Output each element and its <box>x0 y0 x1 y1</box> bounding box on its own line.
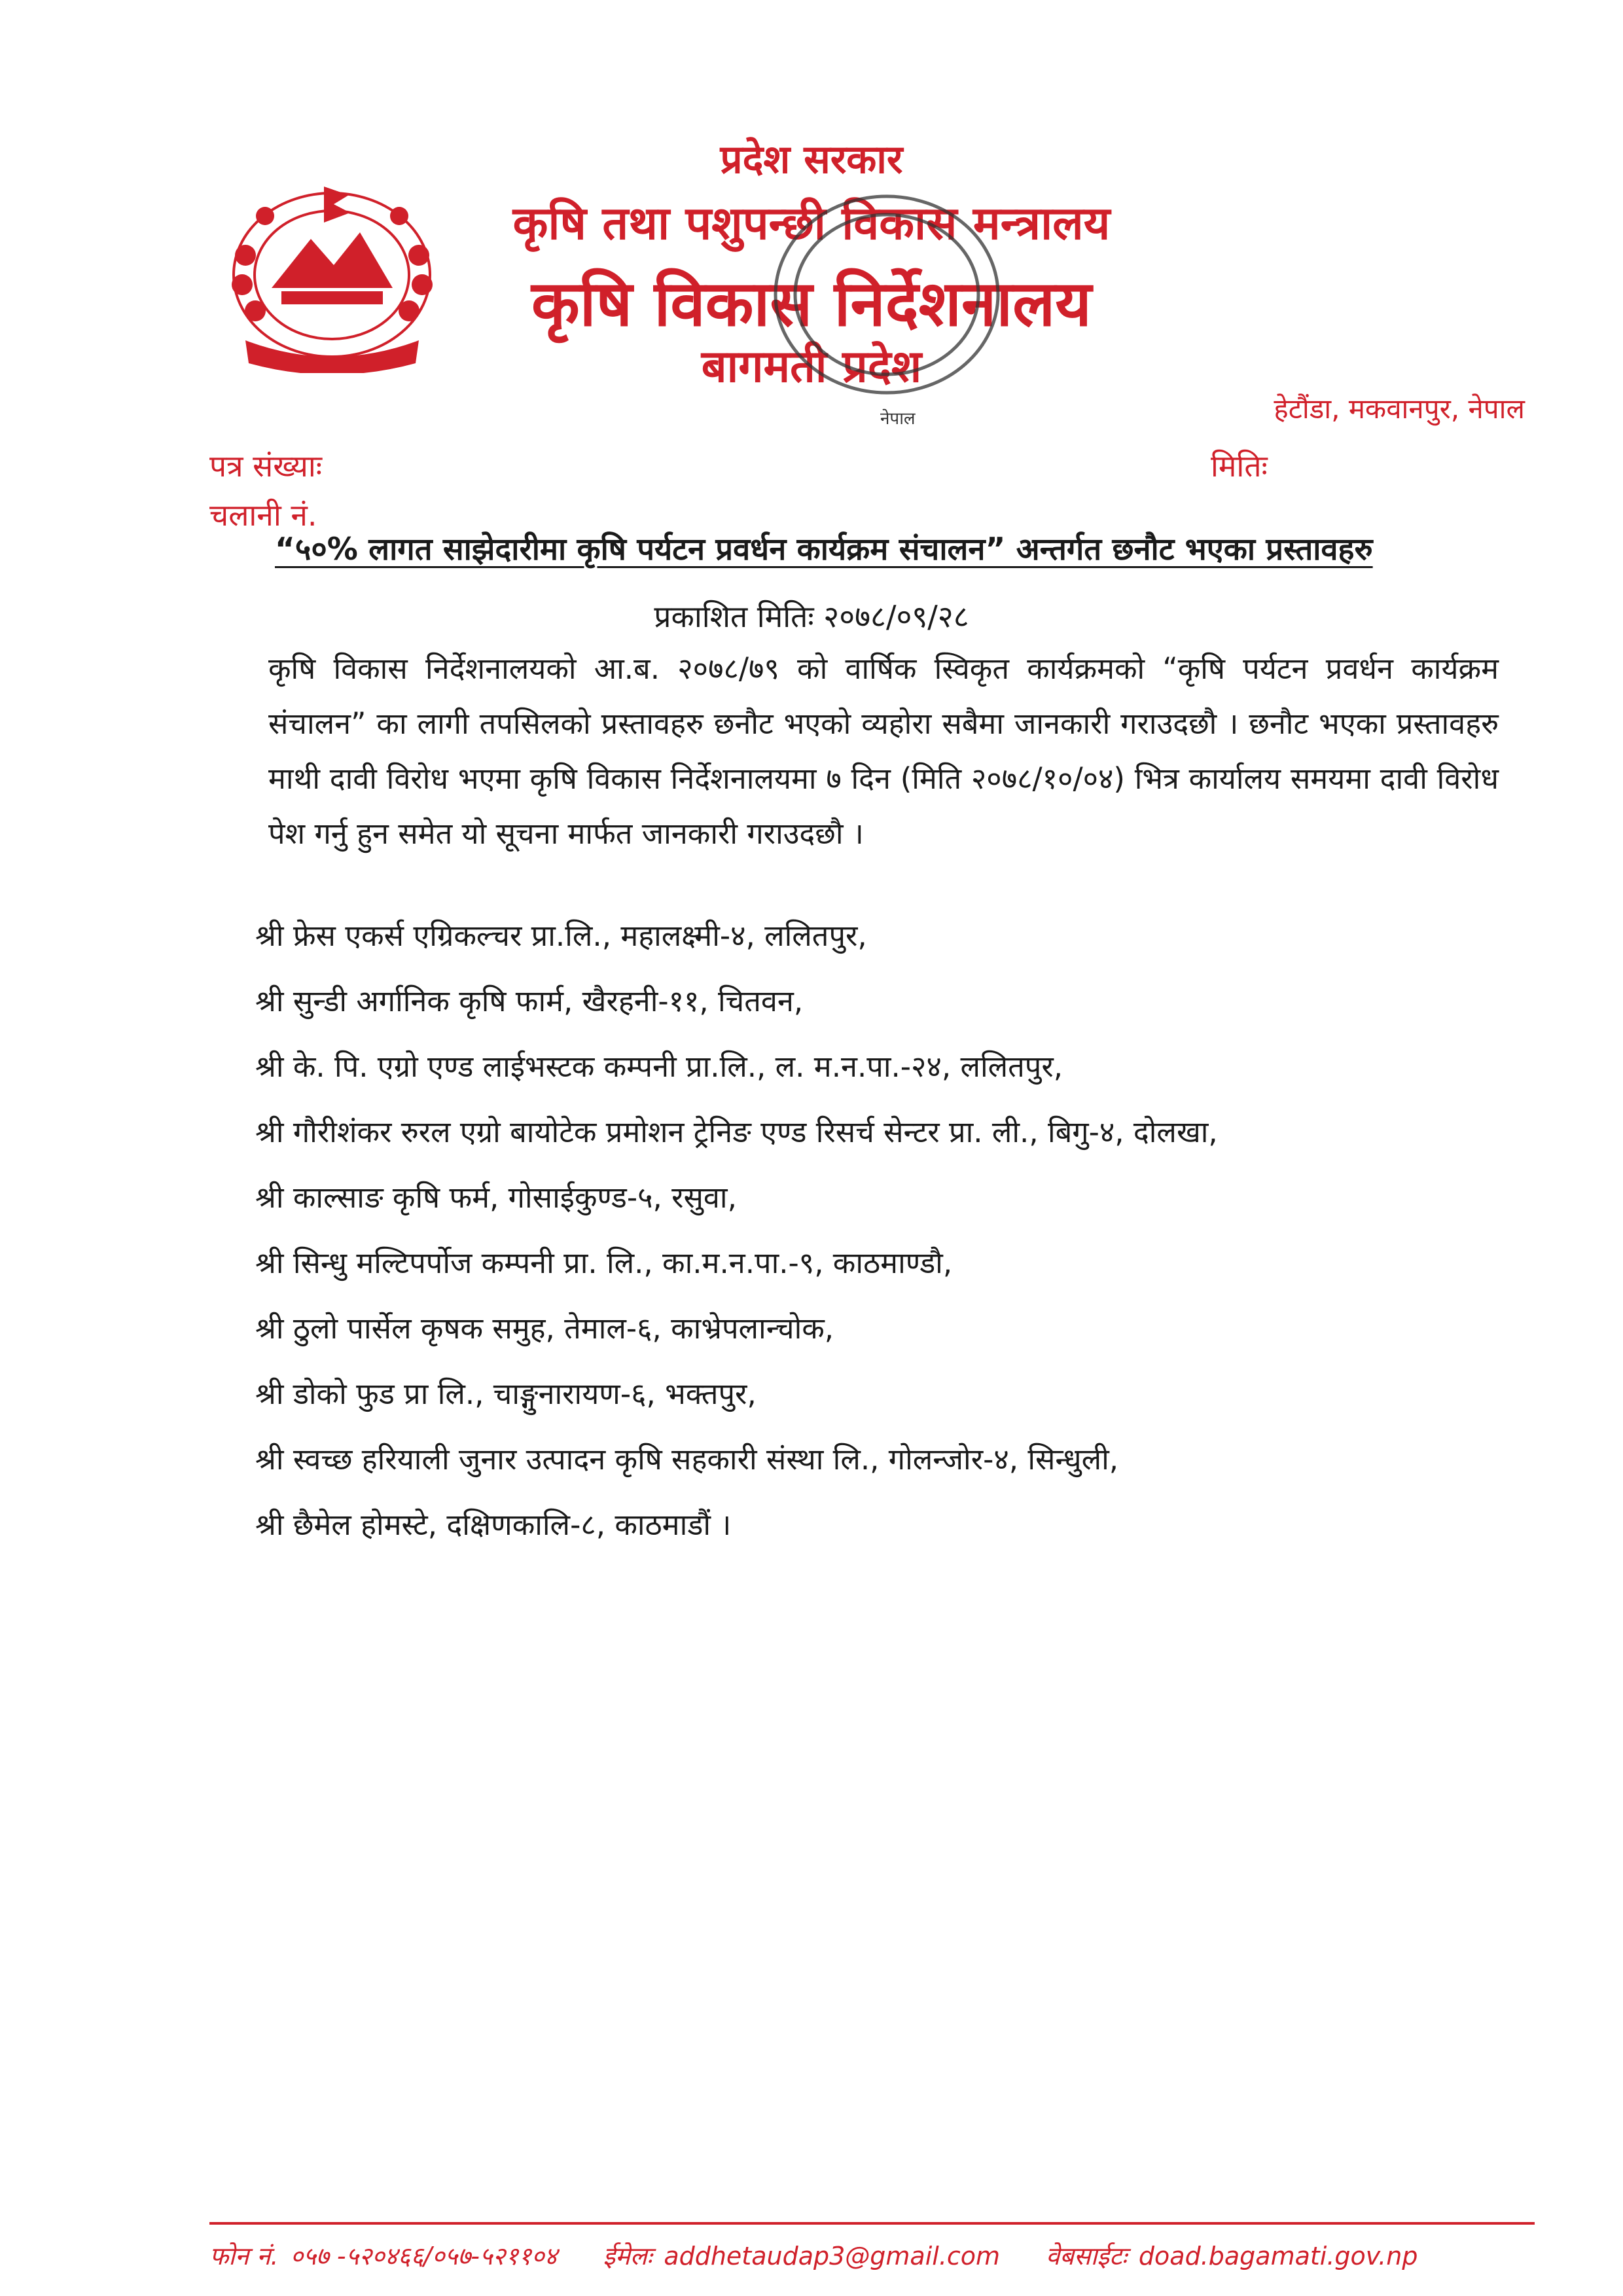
list-item: श्री छैमेल होमस्टे, दक्षिणकालि-८, काठमाडौं । <box>255 1507 732 1542</box>
office-stamp-icon <box>769 190 1005 399</box>
list-item: श्री डोको फुड प्रा लि., चाङ्गुनारायण-६, भक्तपुर, <box>255 1376 757 1411</box>
list-item: श्री सुन्डी अर्गानिक कृषि फार्म, खैरहनी-११, चितवन, <box>255 984 804 1018</box>
directorate-title: कृषि विकास निर्देशनालय <box>531 267 1092 340</box>
published-date: प्रकाशित मितिः २०७८/०९/२८ <box>654 599 969 634</box>
province-title: बागमती प्रदेश <box>701 341 922 393</box>
list-item: श्री गौरीशंकर रुरल एग्रो बायोटेक प्रमोशन ट्रेनिङ एण्ड रिसर्च सेन्टर प्रा. ली., बिगु-४, दोलखा, <box>255 1115 1218 1149</box>
list-item: श्री सिन्धु मल्टिपर्पोज कम्पनी प्रा. लि., का.म.न.पा.-९, काठमाण्डौ, <box>255 1246 953 1280</box>
footer-contact <box>209 2238 1535 2272</box>
dispatch-number-label: चलानी नं. <box>209 497 317 533</box>
selected-proposals-list <box>255 903 1531 1558</box>
date-label: मितिः <box>1211 448 1268 484</box>
list-item: श्री ठुलो पार्सेल कृषक समुह, तेमाल-६, काभ्रेपलान्चोक, <box>255 1311 834 1346</box>
ministry-title: कृषि तथा पशुपन्छी विकास मन्त्रालय <box>512 196 1111 250</box>
list-item: श्री फ्रेस एकर्स एग्रिकल्चर प्रा.लि., महालक्ष्मी-४, ललितपुर, <box>255 918 867 953</box>
office-address: हेटौंडा, मकवानपुर, नेपाल <box>1274 393 1525 425</box>
list-item: श्री काल्साङ कृषि फर्म, गोसाईकुण्ड-५, रसुवा, <box>255 1180 737 1215</box>
notice-body: कृषि विकास निर्देशनालयको आ.ब. २०७८/७९ को वार्षिक स्विकृत कार्यक्रमको “कृषि पर्यटन प्रवर्धन कार्यक्रम संचालन” का लागी तपसिलको प्रस्तावहरु छनौट भएको व्यहोरा सबैमा जानकारी गराउदछौ । छनौट भएका प्रस्तावहरु माथी दावी विरोध भएमा कृषि विकास निर्देशनालयमा ७ दिन (मिति २०७८/१०/०४) भित्र कार्यालय समयमा दावी विरोध पेश गर्नु हुन समेत यो सूचना मार्फत जानकारी गराउदछौ । <box>268 651 1499 851</box>
list-item: श्री स्वच्छ हरियाली जुनार उत्पादन कृषि सहकारी संस्था लि., गोलन्जोर-४, सिन्धुली, <box>255 1442 1119 1477</box>
notice-heading <box>275 527 1472 569</box>
website-link[interactable]: doad.bagamati.gov.np <box>1138 2242 1418 2270</box>
stamp-country-label: नेपाल <box>880 409 916 429</box>
government-title: प्रदेश सरकार <box>720 137 903 183</box>
phone-label: फोन नं. <box>209 2242 279 2270</box>
footer-divider <box>209 2222 1535 2225</box>
email-link[interactable]: addhetaudap3@gmail.com <box>664 2242 1001 2270</box>
list-item: श्री के. पि. एग्रो एण्ड लाईभस्टक कम्पनी प्रा.लि., ल. म.न.पा.-२४, ललितपुर, <box>255 1049 1063 1084</box>
notice-heading-text: “५०% लागत साझेदारीमा कृषि पर्यटन प्रवर्धन कार्यक्रम संचालन” अन्तर्गत छनौट भएका प्रस्तावहरु <box>275 531 1373 567</box>
email-label: ईमेलः <box>603 2242 652 2270</box>
phone-number: ०५७ -५२०४६६/०५७-५२११०४ <box>290 2242 558 2270</box>
letter-number-label: पत्र संख्याः <box>209 448 323 484</box>
website-label: वेबसाईटः <box>1046 2242 1127 2270</box>
